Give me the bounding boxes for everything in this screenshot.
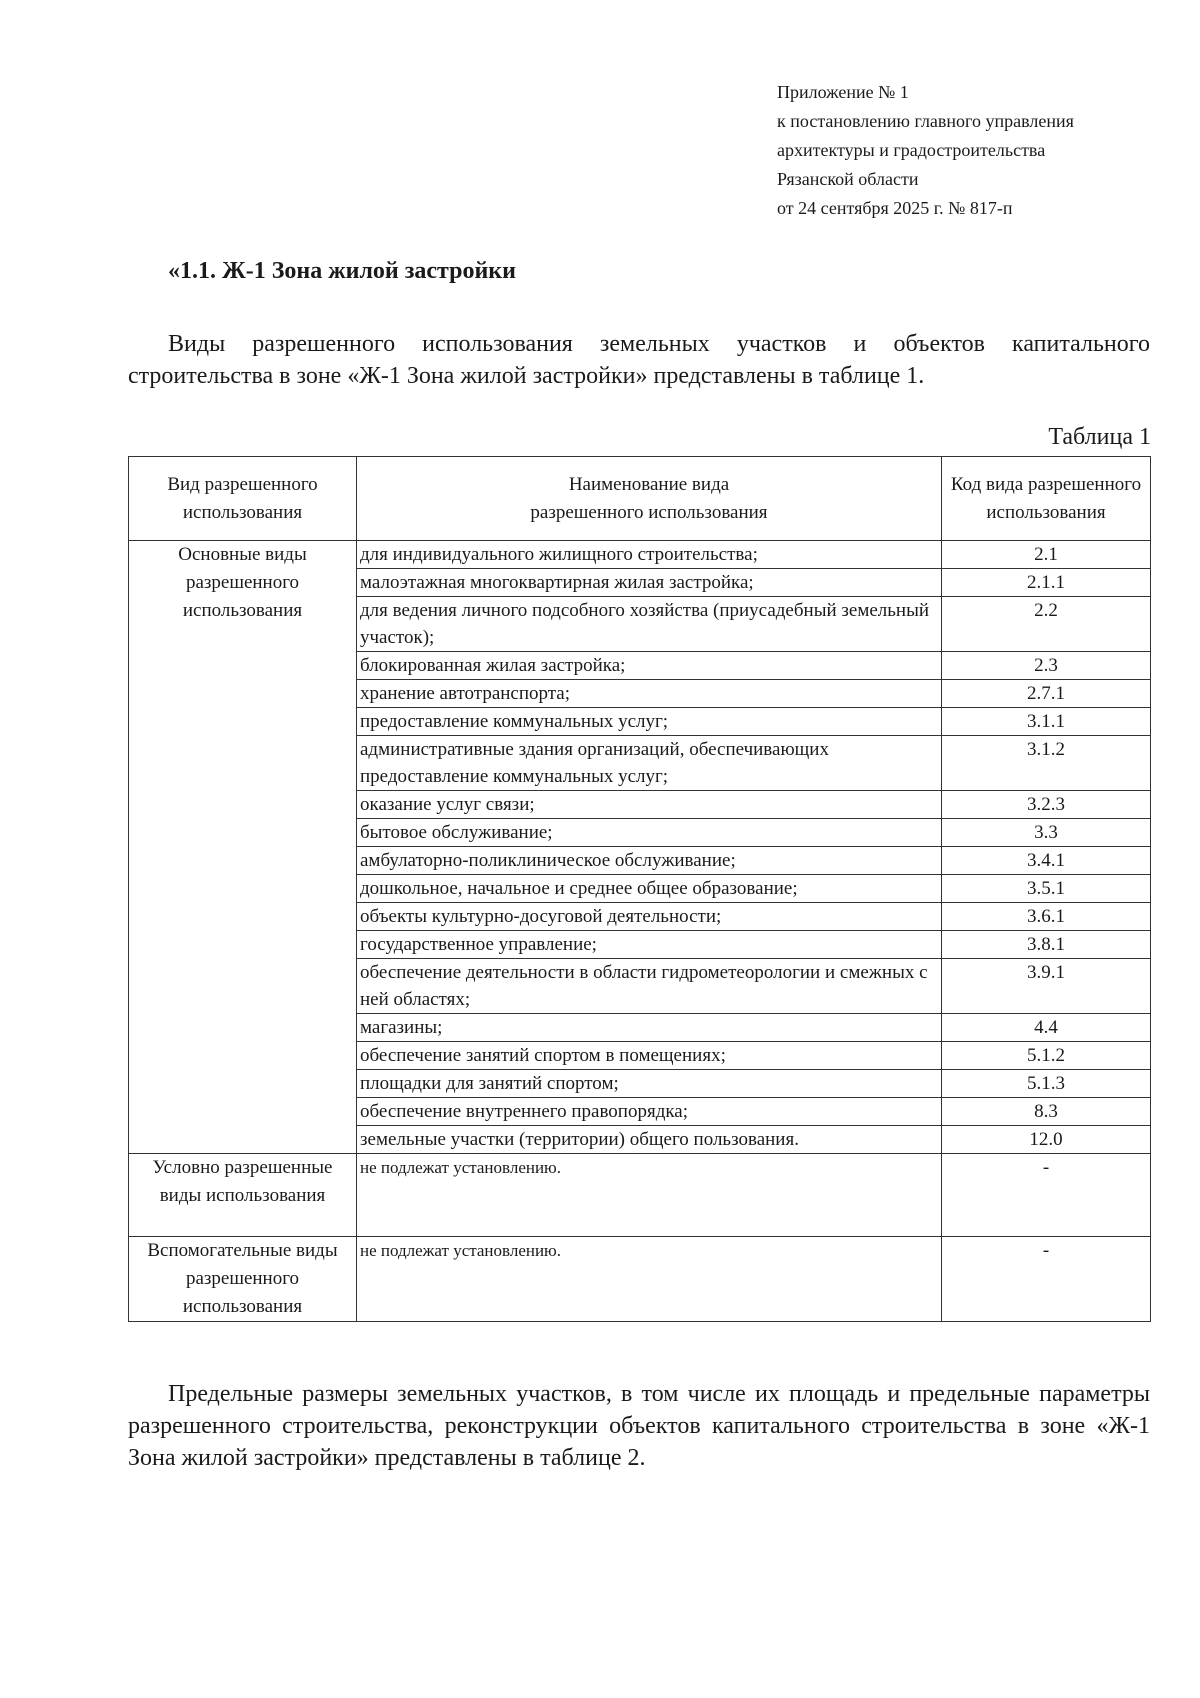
use-name-cell: для индивидуального жилищного строительства; <box>357 541 942 569</box>
use-code-cell: 3.5.1 <box>942 875 1151 903</box>
use-name-cell: обеспечение внутреннего правопорядка; <box>357 1098 942 1126</box>
use-name-cell: магазины; <box>357 1014 942 1042</box>
appendix-block <box>777 78 1074 223</box>
header-use-name-line1: Наименование вида <box>568 473 730 495</box>
table-row-auxiliary <box>129 1237 1151 1322</box>
header-use-name <box>357 457 942 541</box>
use-code-cell: 2.2 <box>942 597 1151 652</box>
header-use-name-line2: разрешенного использования <box>530 501 768 523</box>
table-body <box>129 541 1151 1322</box>
use-code-cell: 3.9.1 <box>942 959 1151 1014</box>
use-name-cell: административные здания организаций, обеспечивающих предоставление коммунальных услуг; <box>357 736 942 791</box>
use-code-cell: 8.3 <box>942 1098 1151 1126</box>
appendix-line: от 24 сентября 2025 г. № 817-п <box>777 198 1013 218</box>
use-code-cell: 5.1.3 <box>942 1070 1151 1098</box>
conditional-group-label: Условно разрешенные виды использования <box>129 1154 357 1237</box>
auxiliary-group-label: Вспомогательные виды разрешенного использования <box>129 1237 357 1322</box>
table-row-conditional <box>129 1154 1151 1237</box>
use-code-cell: 3.4.1 <box>942 847 1151 875</box>
use-code-cell: 3.8.1 <box>942 931 1151 959</box>
use-name-cell: не подлежат установлению. <box>357 1154 942 1237</box>
use-name-cell: государственное управление; <box>357 931 942 959</box>
header-use-type: Вид разрешенного использования <box>129 457 357 541</box>
use-code-cell: 5.1.2 <box>942 1042 1151 1070</box>
section-heading: «1.1. Ж-1 Зона жилой застройки <box>168 258 516 284</box>
intro-paragraph: Виды разрешенного использования земельных участков и объектов капитального строительства в зоне «Ж-1 Зона жилой застройки» представлены в таблице 1. <box>128 331 1150 389</box>
use-name-cell: обеспечение занятий спортом в помещениях; <box>357 1042 942 1070</box>
use-name-cell: амбулаторно-поликлиническое обслуживание; <box>357 847 942 875</box>
use-code-cell: 3.2.3 <box>942 791 1151 819</box>
land-use-table <box>128 456 1151 1322</box>
header-use-code: Код вида разрешенного использования <box>942 457 1151 541</box>
use-code-cell: - <box>942 1154 1151 1237</box>
appendix-line: архитектуры и градостроительства <box>777 140 1046 160</box>
use-code-cell: 2.7.1 <box>942 680 1151 708</box>
use-name-cell: предоставление коммунальных услуг; <box>357 708 942 736</box>
use-name-cell: бытовое обслуживание; <box>357 819 942 847</box>
use-name-cell: малоэтажная многоквартирная жилая застройка; <box>357 569 942 597</box>
use-name-cell: дошкольное, начальное и среднее общее образование; <box>357 875 942 903</box>
use-name-cell: хранение автотранспорта; <box>357 680 942 708</box>
table-row <box>129 541 1151 569</box>
use-code-cell: 3.1.1 <box>942 708 1151 736</box>
appendix-line: Приложение № 1 <box>777 82 909 102</box>
use-code-cell: 4.4 <box>942 1014 1151 1042</box>
use-code-cell: 2.3 <box>942 652 1151 680</box>
use-code-cell: 3.6.1 <box>942 903 1151 931</box>
table-caption: Таблица 1 <box>1048 424 1151 450</box>
use-name-cell: оказание услуг связи; <box>357 791 942 819</box>
closing-paragraph: Предельные размеры земельных участков, в том числе их площадь и предельные параметры разрешенного строительства, реконструкции объектов капитального строительства в зоне «Ж-1 Зона жилой застройки» представлены в таблице 2. <box>128 1381 1150 1471</box>
appendix-line: Рязанской области <box>777 169 919 189</box>
use-code-cell: 3.3 <box>942 819 1151 847</box>
use-name-cell: объекты культурно-досуговой деятельности; <box>357 903 942 931</box>
appendix-line: к постановлению главного управления <box>777 111 1074 131</box>
use-code-cell: 3.1.2 <box>942 736 1151 791</box>
use-name-cell: обеспечение деятельности в области гидрометеорологии и смежных с ней областях; <box>357 959 942 1014</box>
table-header-row <box>129 457 1151 541</box>
use-code-cell: - <box>942 1237 1151 1322</box>
use-name-cell: площадки для занятий спортом; <box>357 1070 942 1098</box>
main-group-label: Основные виды разрешенного использования <box>129 541 357 1154</box>
use-name-cell: для ведения личного подсобного хозяйства (приусадебный земельный участок); <box>357 597 942 652</box>
use-name-cell: не подлежат установлению. <box>357 1237 942 1322</box>
use-name-cell: блокированная жилая застройка; <box>357 652 942 680</box>
use-code-cell: 2.1 <box>942 541 1151 569</box>
use-code-cell: 2.1.1 <box>942 569 1151 597</box>
use-code-cell: 12.0 <box>942 1126 1151 1154</box>
use-name-cell: земельные участки (территории) общего пользования. <box>357 1126 942 1154</box>
